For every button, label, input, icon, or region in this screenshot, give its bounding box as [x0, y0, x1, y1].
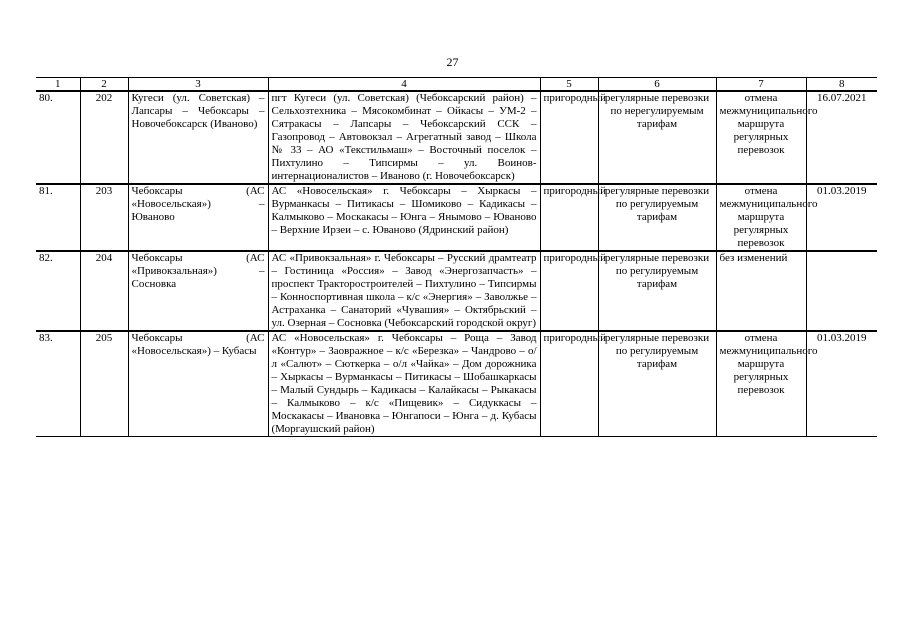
route-number: 202: [80, 91, 128, 184]
route-number: 204: [80, 251, 128, 331]
change-description: отмена межмуниципального маршрута регулярных перевозок: [716, 331, 806, 437]
routes-table: [36, 77, 877, 437]
column-header: 1: [36, 78, 80, 92]
route-stops: АС «Привокзальная» г. Чебоксары – Русский драмтеатр – Гостиница «Россия» – Завод «Энергозапчасть» – проспект Тракторостроителей – Пихтулино – Типсирмы – Конноспортивная школа – к/с «Энергия» – Заволжье – Астраханка – Санаторий «Чувашия» – Октябрьский – ул. Озерная – Сосновка (Чебоксарский городской округ): [268, 251, 540, 331]
row-number: 82.: [36, 251, 80, 331]
change-description: отмена межмуниципального маршрута регулярных перевозок: [716, 91, 806, 184]
transport-kind: регулярные перевозки по регулируемым тарифам: [598, 331, 716, 437]
change-date: 01.03.2019: [806, 184, 877, 251]
transport-kind: регулярные перевозки по регулируемым тарифам: [598, 184, 716, 251]
change-date: 01.03.2019: [806, 331, 877, 437]
change-date: 16.07.2021: [806, 91, 877, 184]
row-number: 80.: [36, 91, 80, 184]
route-name: Кугеси (ул. Советская) – Лапсары – Чебоксары – Новочебоксарск (Иваново): [128, 91, 268, 184]
column-header: 3: [128, 78, 268, 92]
transport-kind: регулярные перевозки по регулируемым тарифам: [598, 251, 716, 331]
page-number: 27: [446, 55, 459, 69]
change-description: отмена межмуниципального маршрута регулярных перевозок: [716, 184, 806, 251]
column-header: 6: [598, 78, 716, 92]
table-row: [36, 251, 877, 331]
column-header: 2: [80, 78, 128, 92]
table-row: [36, 184, 877, 251]
column-header: 8: [806, 78, 877, 92]
table-row: [36, 331, 877, 437]
route-number: 205: [80, 331, 128, 437]
route-type: пригородный: [540, 331, 598, 437]
route-number: 203: [80, 184, 128, 251]
route-name: Чебоксары (АС «Новосельская») – Юваново: [128, 184, 268, 251]
column-header: 7: [716, 78, 806, 92]
route-type: пригородный: [540, 91, 598, 184]
change-description: без изменений: [716, 251, 806, 331]
column-header: 5: [540, 78, 598, 92]
header-row: [36, 78, 877, 92]
route-name: Чебоксары (АС «Привокзальная») – Сосновка: [128, 251, 268, 331]
route-stops: пгт Кугеси (ул. Советская) (Чебоксарский район) – Сельхозтехника – Мясокомбинат – Ойкасы – УМ-2 – Сятракасы – Лапсары – Чебоксарский ССК – Газопровод – Автовокзал – Агрегатный завод – Школа № 33 – АО «Текстильмаш» – Восточный поселок – Пихтулино – Типсирмы – ул. Воинов-интернационалистов – Иваново (г. Новочебоксарск): [268, 91, 540, 184]
route-stops: АС «Новосельская» г. Чебоксары – Хыркасы – Вурманкасы – Питикасы – Шомиково – Кадикасы – Калмыково – Москакасы – Юнга – Янымово – Юваново – Верхние Ирзеи – с. Юваново (Ядринский район): [268, 184, 540, 251]
row-number: 83.: [36, 331, 80, 437]
row-number: 81.: [36, 184, 80, 251]
route-type: пригородный: [540, 184, 598, 251]
column-header: 4: [268, 78, 540, 92]
route-type: пригородный: [540, 251, 598, 331]
route-stops: АС «Новосельская» г. Чебоксары – Роща – Завод «Контур» – Заовражное – к/с «Березка» – Чандрово – о/л «Салют» – Сюткерка – о/л «Чайка» – Дом дорожника – Хыркасы – Вурманкасы – Питикасы – Шобашкаркасы – Малый Сундырь – Кадикасы – Калайкасы – Рыкакасы – Калмыково – к/с «Пищевик» – Сидуккасы – Москакасы – Ивановка – Юнгапоси – Юнга – д. Кубасы (Моргаушский район): [268, 331, 540, 437]
route-name: Чебоксары (АС «Новосельская») – Кубасы: [128, 331, 268, 437]
table-row: [36, 91, 877, 184]
change-date: [806, 251, 877, 331]
transport-kind: регулярные перевозки по нерегулируемым тарифам: [598, 91, 716, 184]
